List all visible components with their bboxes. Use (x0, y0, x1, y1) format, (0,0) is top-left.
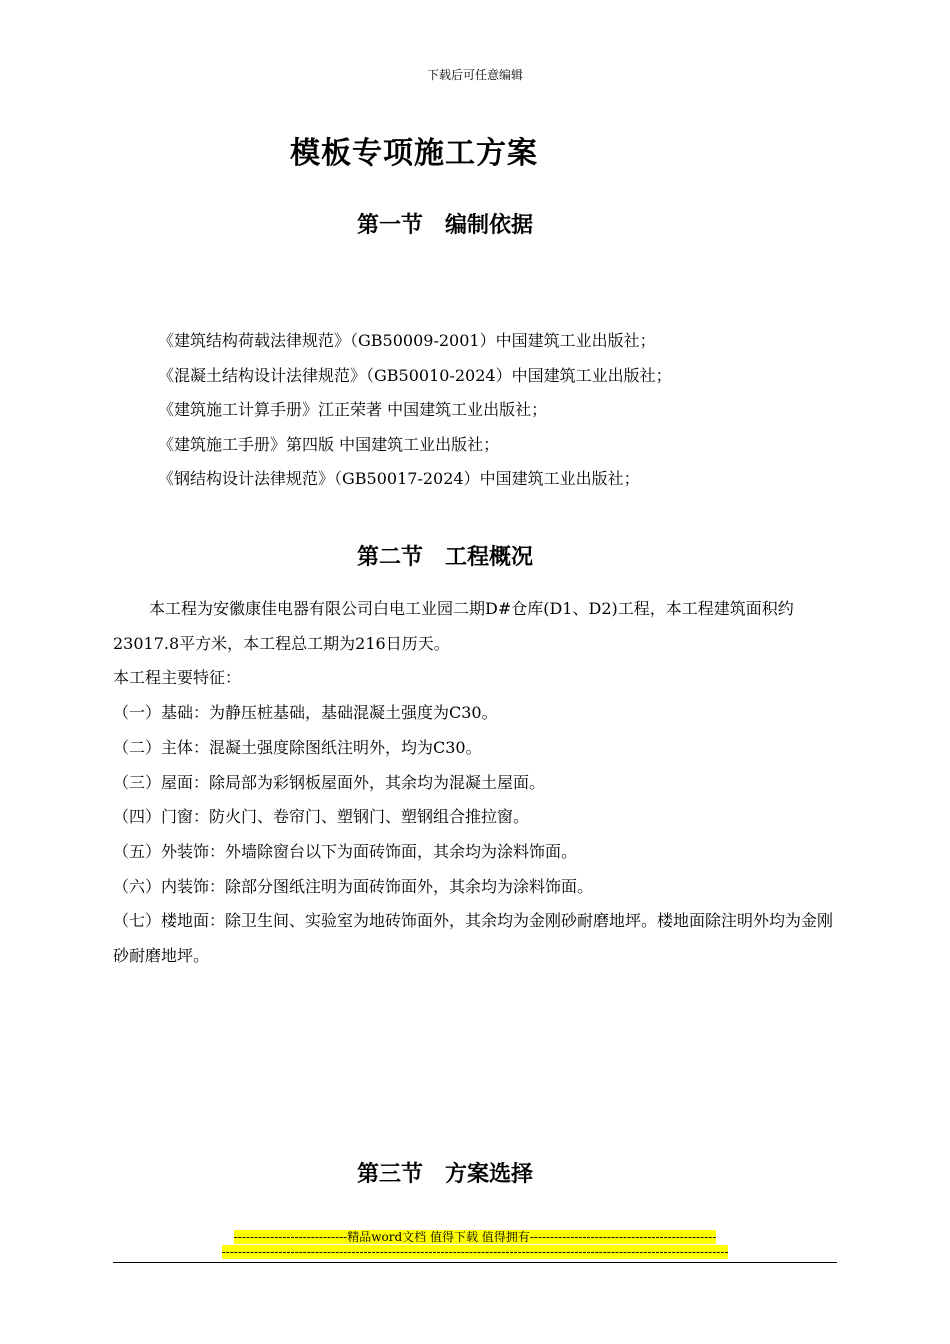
section-heading-basis: 第一节 编制依据 (356, 213, 533, 238)
feature-item: （一）基础：为静压桩基础，基础混凝土强度为C30。 (113, 703, 498, 723)
document-title: 模板专项施工方案 (290, 136, 538, 171)
project-overview (113, 592, 837, 974)
reference-item: 《建筑施工手册》第四版 中国建筑工业出版社； (158, 434, 500, 454)
reference-item: 《混凝土结构设计法律规范》（GB50010-2024）中国建筑工业出版社； (158, 365, 672, 385)
footer-dash-text: ----------------------------------------------------------------------------------------------------------------------------- (221, 1245, 729, 1259)
feature-item: （六）内装饰：除部分图纸注明为面砖饰面外，其余均为涂料饰面。 (113, 876, 594, 896)
feature-item: （二）主体：混凝土强度除图纸注明外，均为C30。 (113, 737, 482, 757)
section-heading-overview: 第二节 工程概况 (356, 545, 533, 570)
reference-item: 《钢结构设计法律规范》（GB50017-2024）中国建筑工业出版社； (158, 469, 640, 488)
reference-list (158, 326, 858, 499)
footer-dash-line (0, 1245, 950, 1259)
header-note: 下载后可任意编辑 (426, 68, 523, 82)
overview-intro: 本工程为安徽康佳电器有限公司白电工业园二期D#仓库(D1、D2)工程，本工程建筑面积约23017.8平方米，本工程总工期为216日历天。 (113, 599, 794, 653)
footer-rule (113, 1262, 837, 1263)
footer-banner (0, 1228, 950, 1245)
section-heading-plan: 第三节 方案选择 (356, 1162, 533, 1187)
feature-item: （五）外装饰：外墙除窗台以下为面砖饰面，其余均为涂料饰面。 (113, 841, 578, 861)
reference-item: 《建筑施工计算手册》江正荣著 中国建筑工业出版社； (158, 400, 548, 419)
feature-item: （四）门窗：防火门、卷帘门、塑钢门、塑钢组合推拉窗。 (113, 807, 530, 827)
footer-banner-text: ----------------------------精品word文档 值得下载 值得拥有---------------------------------------------- (233, 1230, 717, 1244)
feature-item: （三）屋面：除局部为彩钢板屋面外，其余均为混凝土屋面。 (113, 772, 546, 792)
features-label: 本工程主要特征： (113, 668, 242, 688)
feature-item: （七）楼地面：除卫生间、实验室为地砖饰面外，其余均为金刚砂耐磨地坪。楼地面除注明外均为金刚砂耐磨地坪。 (113, 911, 834, 966)
reference-item: 《建筑结构荷载法律规范》（GB50009-2001）中国建筑工业出版社； (158, 331, 656, 350)
